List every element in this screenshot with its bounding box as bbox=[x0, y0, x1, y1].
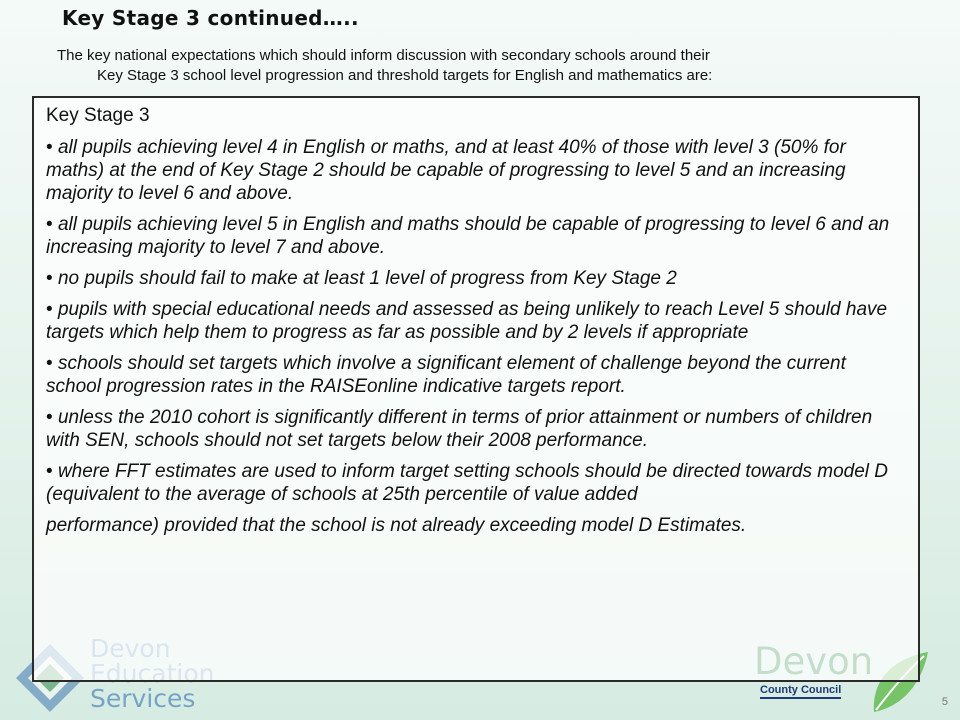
expectations-list bbox=[46, 136, 906, 506]
subtitle bbox=[40, 46, 910, 86]
expectation-item: • no pupils should fail to make at least 1 level of progress from Key Stage 2 bbox=[46, 267, 906, 290]
key-stage-3-content-box bbox=[32, 96, 920, 682]
expectation-item: • unless the 2010 cohort is significantly different in terms of prior attainment or numbers of children with SEN, schools should not set targets below their 2008 performance. bbox=[46, 406, 906, 452]
expectation-item: • all pupils achieving level 4 in English or maths, and at least 40% of those with level 3 (50% for maths) at the end of Key Stage 2 should be capable of progressing to level 5 and an increasing majority to level 6 and above. bbox=[46, 136, 906, 205]
expectation-item: • all pupils achieving level 5 in English and maths should be capable of progressing to level 6 and an increasing majority to level 7 and above. bbox=[46, 213, 906, 259]
expectation-item: • where FFT estimates are used to inform target setting schools should be directed towards model D (equivalent to the average of schools at 25th percentile of value added bbox=[46, 460, 906, 506]
slide-title: Key Stage 3 continued….. bbox=[62, 6, 359, 30]
page-number: 5 bbox=[941, 696, 948, 708]
subtitle-line-2: Key Stage 3 school level progression and threshold targets for English and mathematics are: bbox=[97, 67, 713, 84]
box-heading: Key Stage 3 bbox=[46, 105, 150, 126]
expectation-item: • pupils with special educational needs and assessed as being unlikely to reach Level 5 should have targets which help them to progress as far as possible and by 2 levels if appropriate bbox=[46, 298, 906, 344]
des-logo-line-3: Services bbox=[90, 684, 196, 713]
dcc-logo-subtitle: County Council bbox=[760, 684, 842, 696]
expectation-item: • schools should set targets which involve a significant element of challenge beyond the current school progression rates in the RAISEonline indicative targets report. bbox=[46, 352, 906, 398]
expectation-continuation: performance) provided that the school is not already exceeding model D Estimates. bbox=[46, 515, 747, 536]
subtitle-line-1: The key national expectations which should inform discussion with secondary schools around their bbox=[57, 47, 710, 64]
